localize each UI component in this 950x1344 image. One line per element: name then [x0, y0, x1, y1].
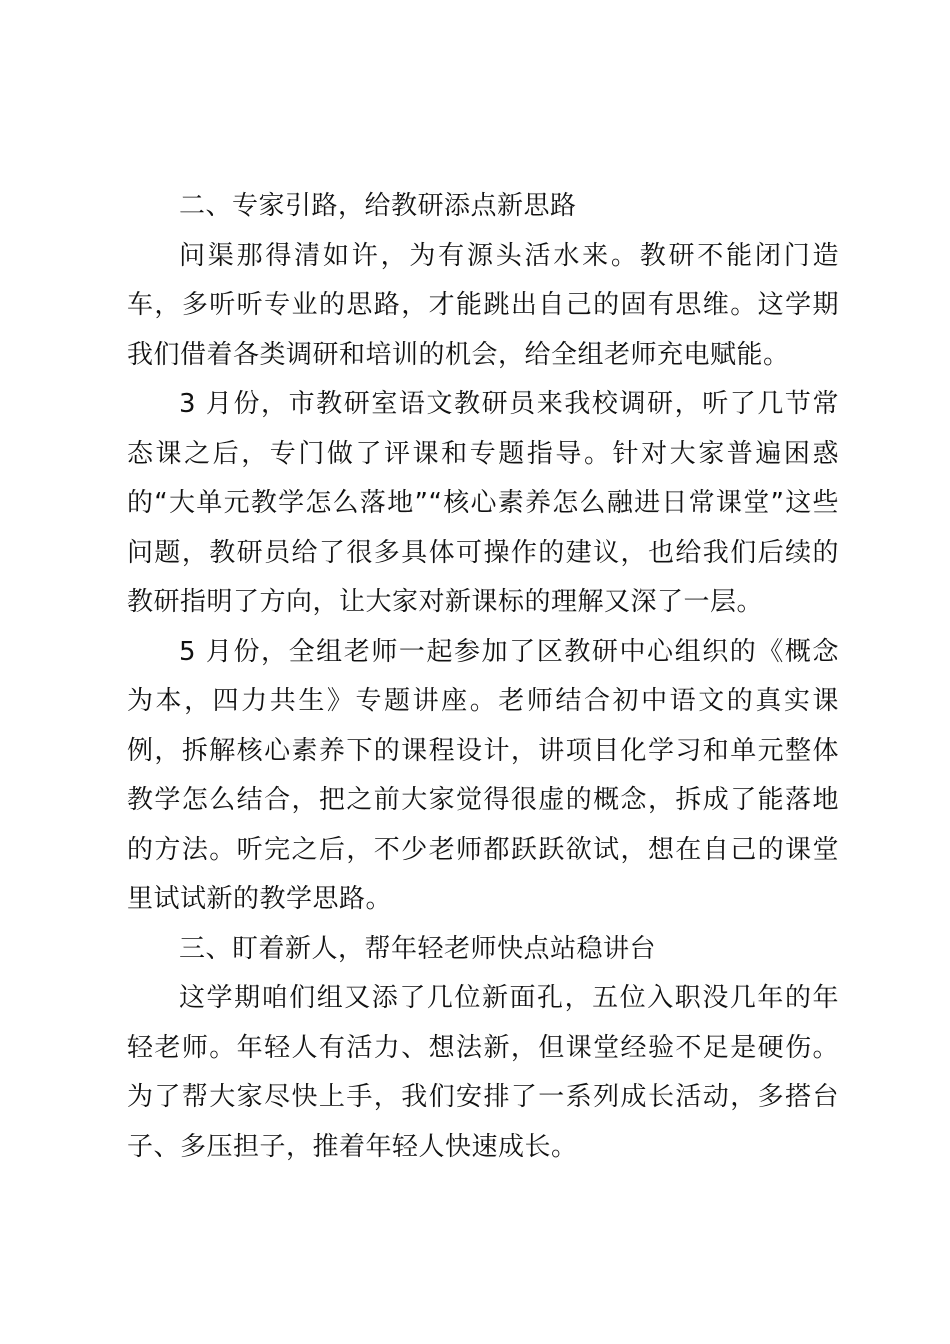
section-heading-new-teachers: 三、盯着新人，帮年轻老师快点站稳讲台 — [179, 933, 657, 964]
paragraph-may: 5 月份，全组老师一起参加了区教研中心组织的《概念为本，四力共生》专题讲座。老师结合初中语文的真实课例，拆解核心素养下的课程设计，讲项目化学习和单元整体教学怎么结合，把之前大家觉得很虚的概念，拆成了能落地的方法。听完之后，不少老师都跃跃欲试，想在自己的课堂里试试新的教学思路。 — [127, 636, 839, 914]
document-body — [127, 182, 839, 1172]
paragraph-march: 3 月份，市教研室语文教研员来我校调研，听了几节常态课之后，专门做了评课和专题指导。针对大家普遍困惑的“大单元教学怎么落地”“核心素养怎么融进日常课堂”这些问题，教研员给了很多具体可操作的建议，也给我们后续的教研指明了方向，让大家对新课标的理解又深了一层。 — [127, 389, 839, 617]
section-heading-experts: 二、专家引路，给教研添点新思路 — [179, 191, 577, 221]
paragraph-intro: 问渠那得清如许，为有源头活水来。教研不能闭门造车，多听听专业的思路，才能跳出自己的固有思维。这学期我们借着各类调研和培训的机会，给全组老师充电赋能。 — [127, 240, 839, 370]
paragraph-new-teachers: 这学期咱们组又添了几位新面孔，五位入职没几年的年轻老师。年轻人有活力、想法新，但课堂经验不足是硬伤。为了帮大家尽快上手，我们安排了一系列成长活动，多搭台子、多压担子，推着年轻人快速成长。 — [127, 983, 839, 1162]
